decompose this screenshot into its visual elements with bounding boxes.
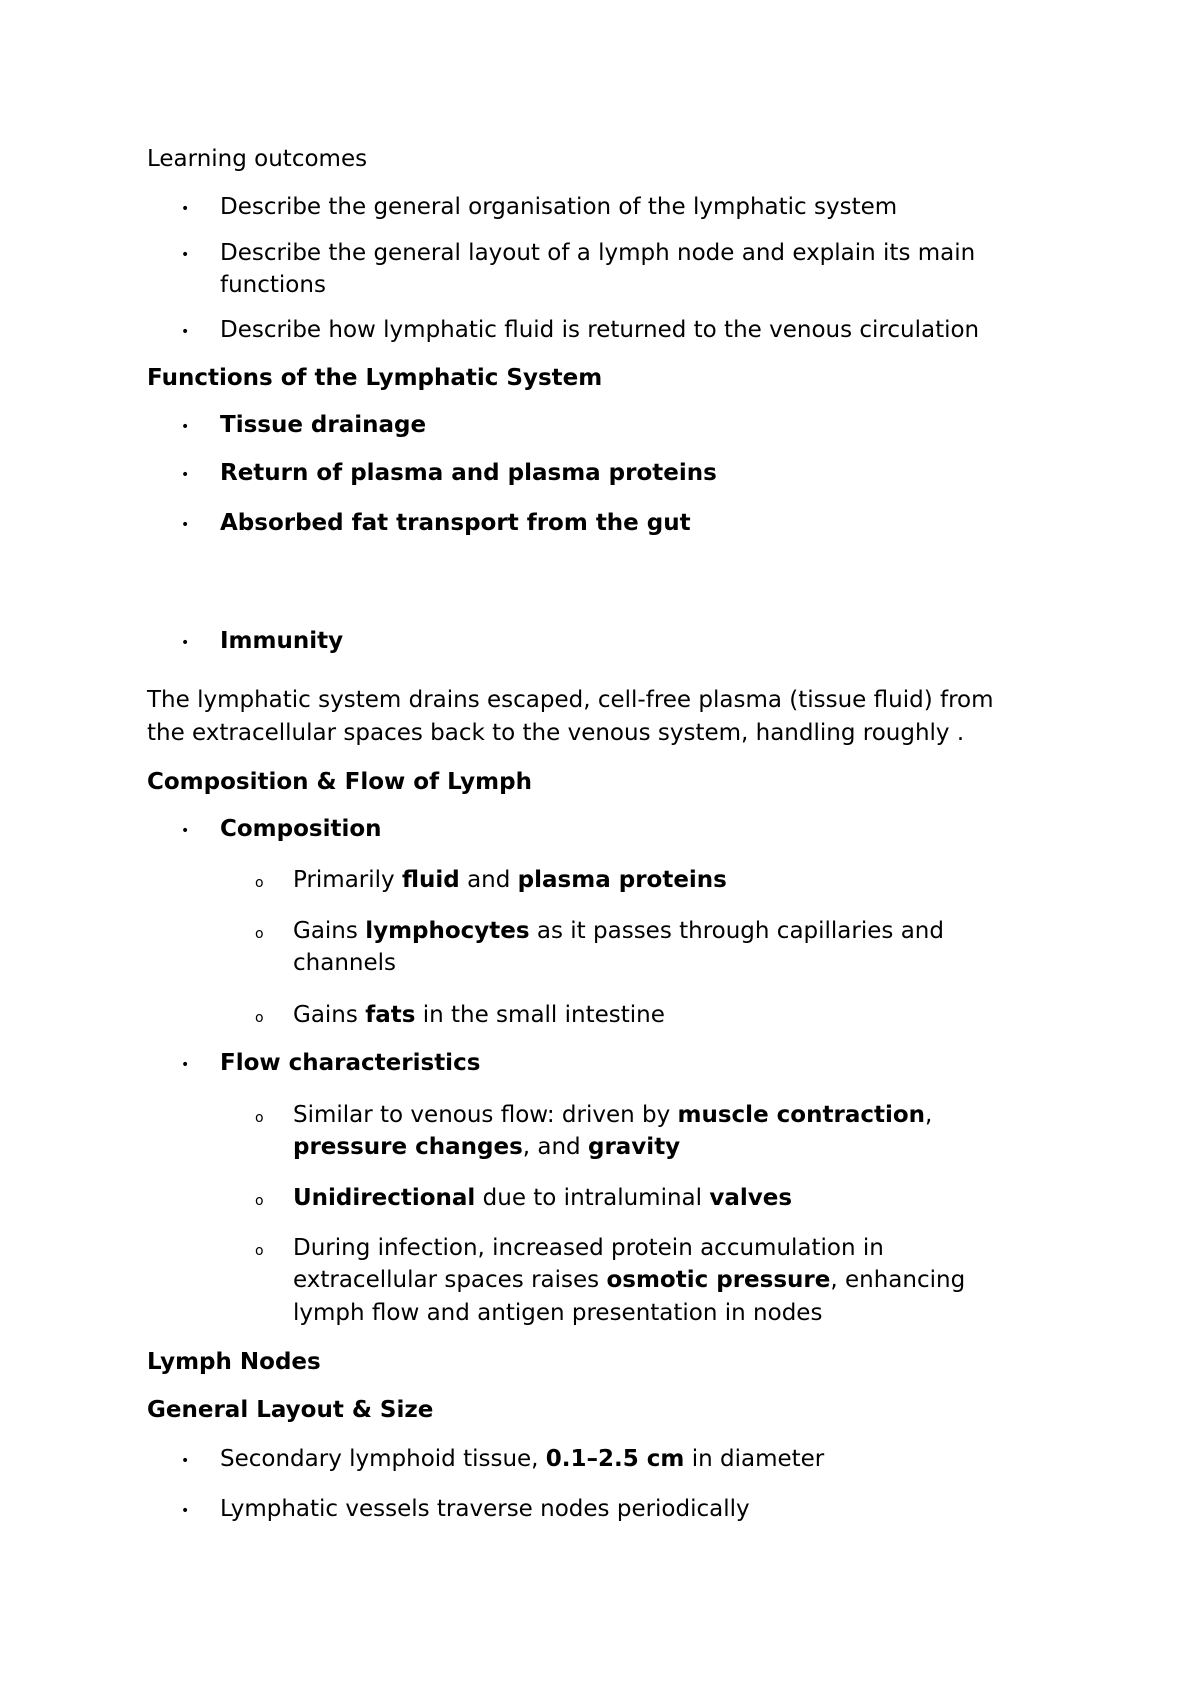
sub-list-item: Gains lymphocytes as it passes through capillaries and (293, 918, 944, 944)
list-item-continuation: functions (220, 272, 326, 298)
bullet-icon: • (181, 419, 190, 435)
list-item: Tissue drainage (220, 412, 427, 438)
list-item: Secondary lymphoid tissue, 0.1–2.5 cm in diameter (220, 1446, 825, 1472)
sub-list-item-continuation: lymph flow and antigen presentation in nodes (293, 1300, 823, 1326)
bullet-icon: • (181, 467, 190, 483)
sub-list-item-continuation: channels (293, 950, 396, 976)
section-heading: Lymph Nodes (147, 1349, 321, 1375)
bullet-icon: • (181, 635, 190, 651)
circle-bullet-icon: o (255, 1110, 264, 1126)
list-item: Lymphatic vessels traverse nodes periodically (220, 1496, 750, 1522)
sub-list-item: Gains fats in the small intestine (293, 1002, 665, 1028)
section-heading: Functions of the Lymphatic System (147, 365, 603, 391)
list-item: Describe the general organisation of the lymphatic system (220, 194, 898, 220)
learning-outcomes-heading: Learning outcomes (147, 146, 368, 172)
bullet-icon: • (181, 1503, 190, 1519)
sub-list-item-continuation: extracellular spaces raises osmotic pressure, enhancing (293, 1267, 966, 1293)
circle-bullet-icon: o (255, 1243, 264, 1259)
list-item: Flow characteristics (220, 1050, 481, 1076)
bullet-icon: • (181, 247, 190, 263)
bullet-icon: • (181, 1453, 190, 1469)
circle-bullet-icon: o (255, 875, 264, 891)
bullet-icon: • (181, 517, 190, 533)
sub-list-item: Similar to venous flow: driven by muscle contraction, (293, 1102, 933, 1128)
bullet-icon: • (181, 324, 190, 340)
section-heading: Composition & Flow of Lymph (147, 769, 532, 795)
list-item: Describe the general layout of a lymph node and explain its main (220, 240, 976, 266)
paragraph-line: The lymphatic system drains escaped, cell-free plasma (tissue fluid) from (147, 687, 994, 713)
list-item: Absorbed fat transport from the gut (220, 510, 691, 536)
list-item: Describe how lymphatic fluid is returned to the venous circulation (220, 317, 980, 343)
sub-list-item: Primarily fluid and plasma proteins (293, 867, 727, 893)
list-item: Composition (220, 816, 382, 842)
paragraph-line: the extracellular spaces back to the venous system, handling roughly . (147, 720, 965, 746)
bullet-icon: • (181, 201, 190, 217)
subsection-heading: General Layout & Size (147, 1397, 434, 1423)
sub-list-item: Unidirectional due to intraluminal valves (293, 1185, 793, 1211)
sub-list-item-continuation: pressure changes, and gravity (293, 1134, 681, 1160)
circle-bullet-icon: o (255, 1010, 264, 1026)
bullet-icon: • (181, 1057, 190, 1073)
list-item: Return of plasma and plasma proteins (220, 460, 717, 486)
circle-bullet-icon: o (255, 926, 264, 942)
bullet-icon: • (181, 823, 190, 839)
sub-list-item: During infection, increased protein accumulation in (293, 1235, 884, 1261)
list-item: Immunity (220, 628, 344, 654)
circle-bullet-icon: o (255, 1193, 264, 1209)
